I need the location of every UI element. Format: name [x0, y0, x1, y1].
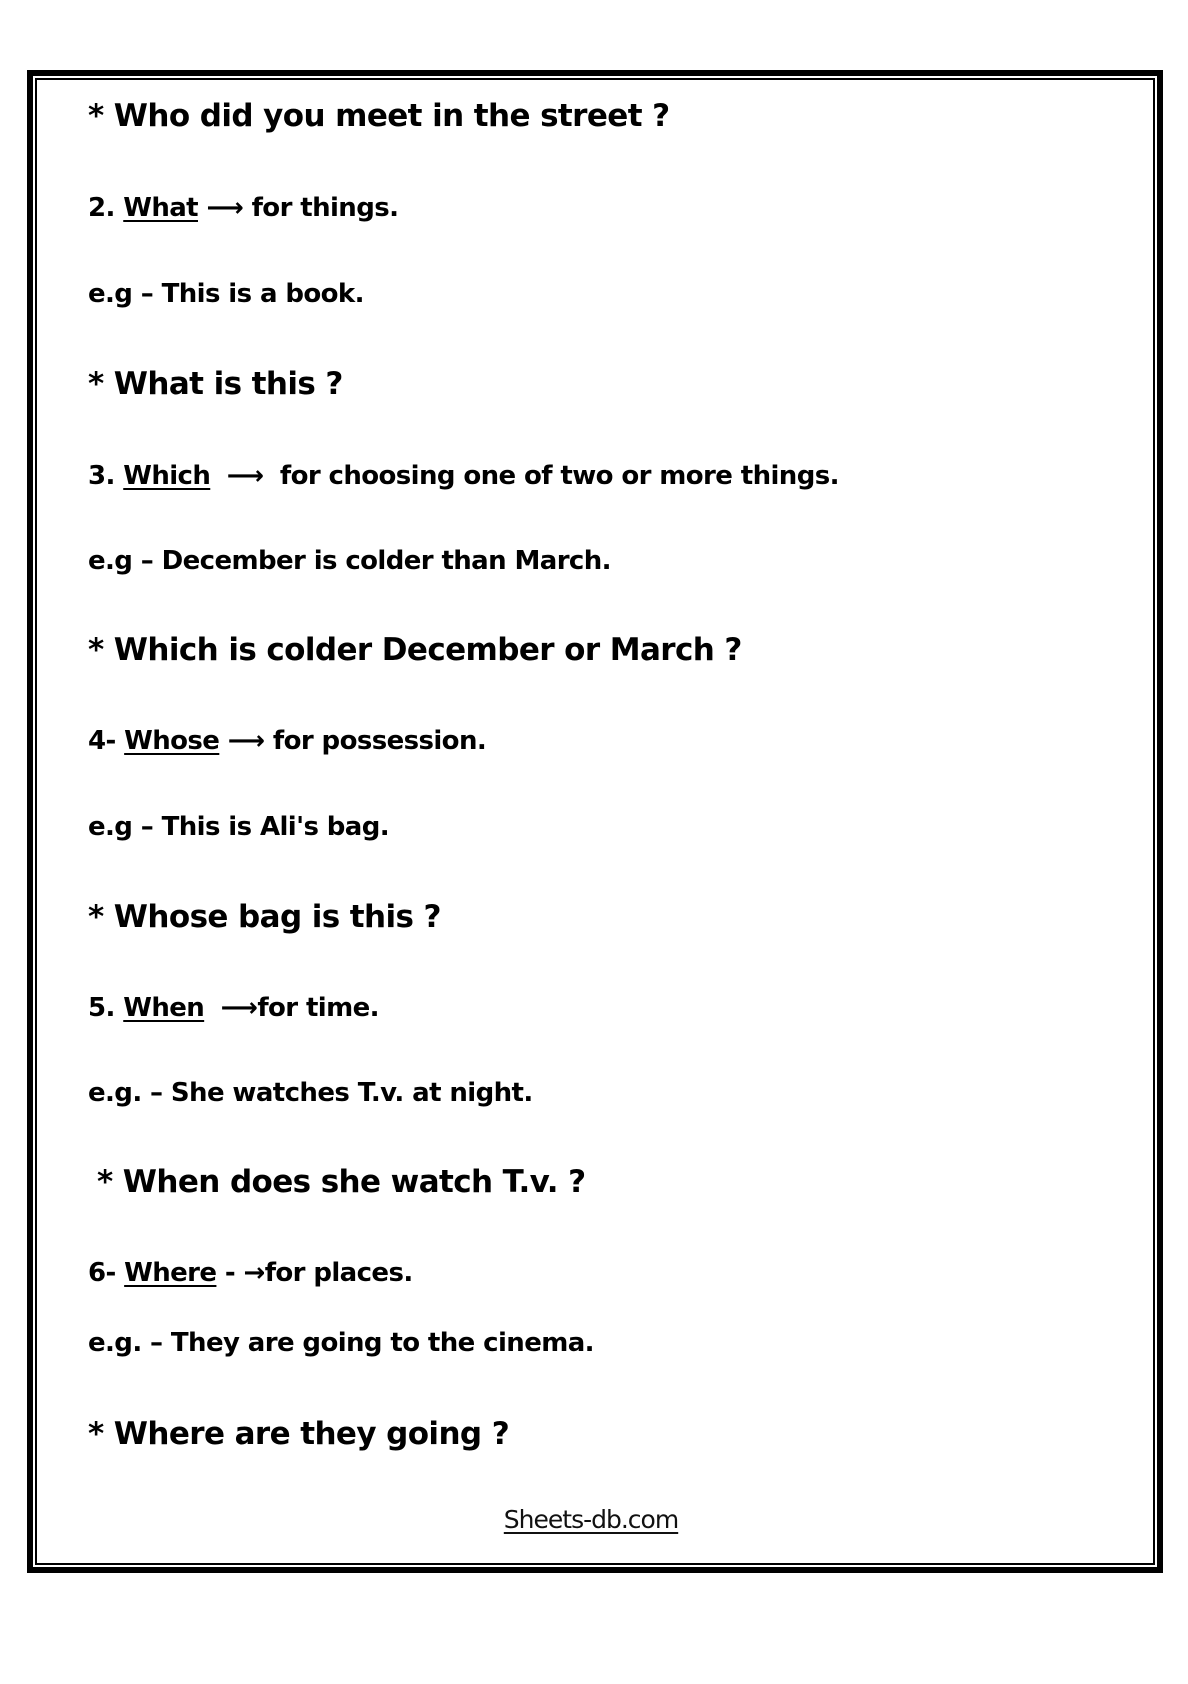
keyword-what: What — [123, 193, 198, 223]
arrow-right-icon: ⟶ — [226, 461, 264, 491]
heading-when — [88, 993, 379, 1023]
question-where: * Where are they going ? — [88, 1416, 510, 1452]
arrow-right-icon: ⟶ — [227, 726, 265, 756]
watermark-link[interactable]: Sheets-db.com — [503, 1505, 679, 1534]
example-where: e.g. – They are going to the cinema. — [88, 1328, 594, 1358]
keyword-which: Which — [123, 461, 211, 491]
arrow-right-icon: - → — [224, 1258, 265, 1288]
keyword-where: Where — [124, 1258, 217, 1288]
description: for things. — [251, 193, 399, 223]
example-what: e.g – This is a book. — [88, 279, 364, 309]
description: for possession. — [272, 726, 487, 756]
question-which: * Which is colder December or March ? — [88, 632, 742, 668]
item-number: 5. — [88, 993, 115, 1023]
question-whose: * Whose bag is this ? — [88, 899, 441, 935]
arrow-right-icon: ⟶ — [220, 993, 258, 1023]
heading-which — [88, 461, 839, 491]
description: for places. — [264, 1258, 413, 1288]
item-number: 2. — [88, 193, 115, 223]
heading-whose — [88, 726, 486, 756]
question-what: * What is this ? — [88, 366, 343, 402]
question-when: * When does she watch T.v. ? — [97, 1164, 586, 1200]
example-whose: e.g – This is Ali's bag. — [88, 812, 390, 842]
keyword-when: When — [123, 993, 205, 1023]
description: for choosing one of two or more things. — [279, 461, 839, 491]
item-number: 3. — [88, 461, 115, 491]
footer — [0, 1505, 1188, 1534]
item-number: 4- — [88, 726, 116, 756]
example-which: e.g – December is colder than March. — [88, 546, 611, 576]
description: for time. — [257, 993, 379, 1023]
example-when: e.g. – She watches T.v. at night. — [88, 1078, 533, 1108]
arrow-right-icon: ⟶ — [206, 193, 244, 223]
heading-where — [88, 1258, 413, 1288]
heading-what — [88, 193, 398, 223]
item-number: 6- — [88, 1258, 116, 1288]
keyword-whose: Whose — [124, 726, 220, 756]
question-who: * Who did you meet in the street ? — [88, 98, 670, 134]
